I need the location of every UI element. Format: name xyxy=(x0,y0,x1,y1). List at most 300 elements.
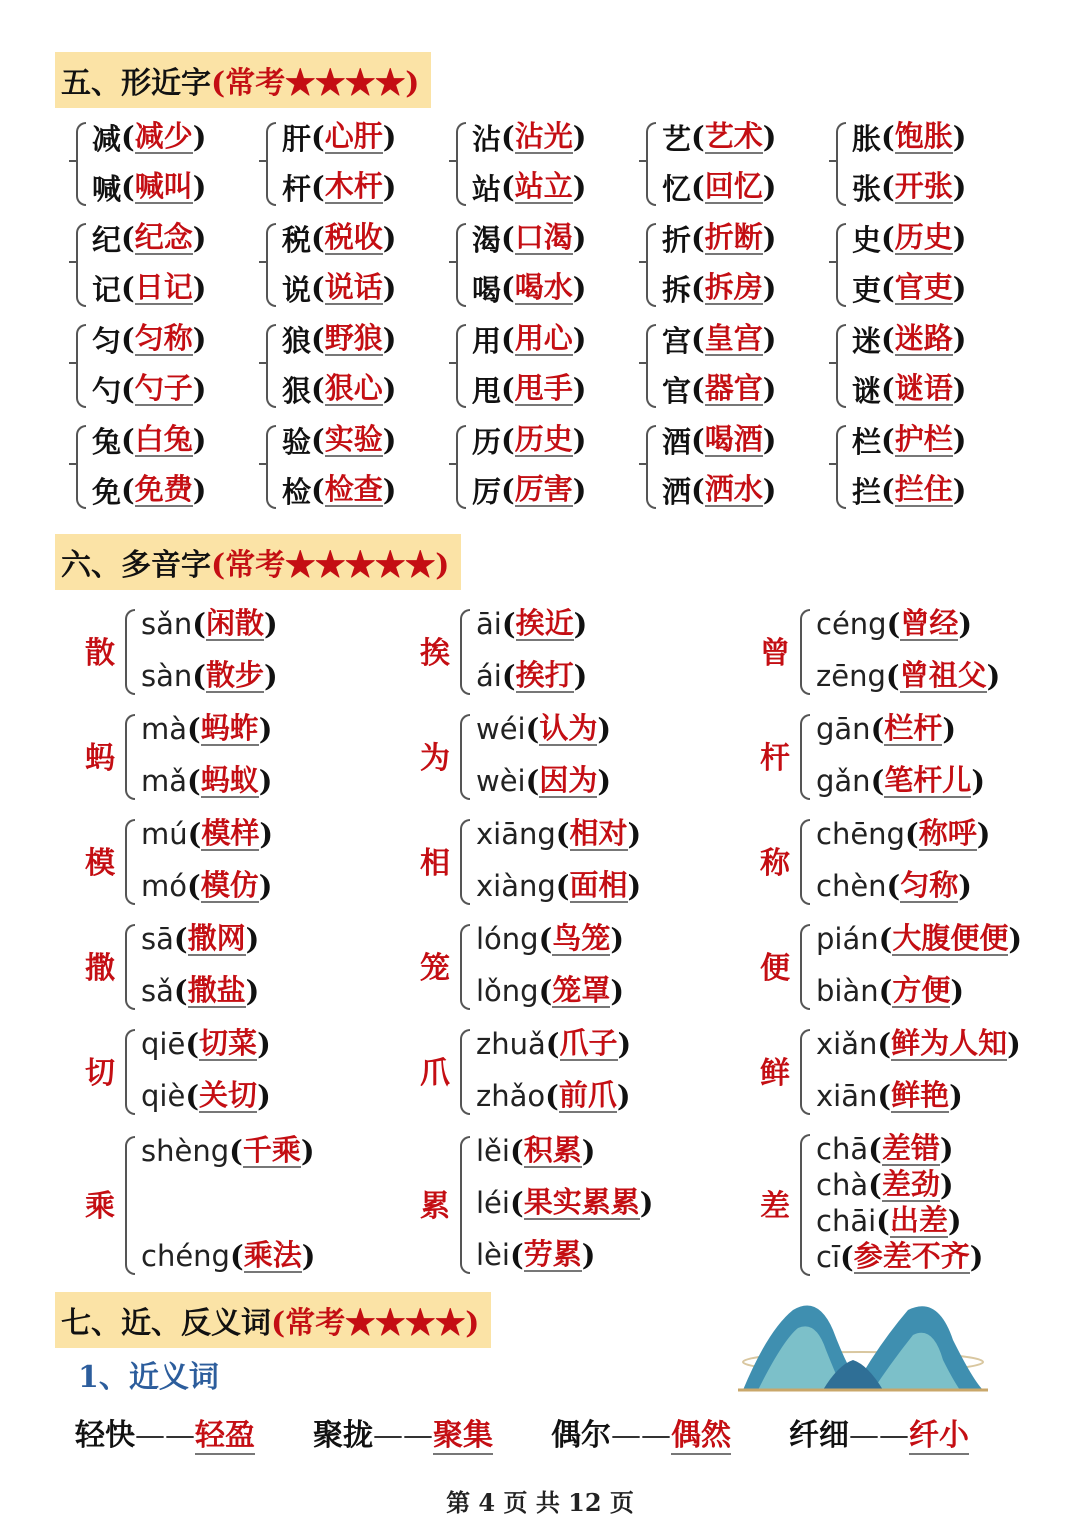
similar-char: 栏 xyxy=(852,424,882,459)
polyphone-readings xyxy=(816,1018,1021,1122)
similar-word: 喝水 xyxy=(514,270,573,304)
similar-word: 税收 xyxy=(324,220,383,254)
similar-line xyxy=(92,364,260,414)
paren-open: ( xyxy=(121,120,135,154)
similar-pair xyxy=(450,314,640,415)
reading-word: 称呼 xyxy=(918,815,977,850)
paren-open: ( xyxy=(691,322,705,356)
paren-open: ( xyxy=(501,170,515,204)
similar-line xyxy=(852,213,1020,263)
brace-icon xyxy=(125,819,135,905)
similar-char: 记 xyxy=(92,272,122,307)
similar-line xyxy=(282,465,450,515)
paren-close: ) xyxy=(572,372,587,406)
reading-line xyxy=(816,650,1000,702)
polyphone-readings xyxy=(816,598,1000,702)
similar-char: 检 xyxy=(282,474,312,509)
paren-open: ( xyxy=(501,372,515,406)
pinyin: qiè xyxy=(141,1078,186,1113)
similar-word: 迷路 xyxy=(894,321,953,355)
paren-close: ) xyxy=(942,711,957,746)
paren-close: ) xyxy=(950,973,965,1008)
reading-line xyxy=(476,1229,653,1281)
similar-word: 拆房 xyxy=(704,270,763,304)
reading-line xyxy=(141,703,273,755)
similar-line xyxy=(662,415,830,465)
similar-word: 回忆 xyxy=(704,169,763,203)
reading-line xyxy=(816,598,1000,650)
polyphone-readings xyxy=(141,913,259,1017)
reading-line xyxy=(476,650,587,702)
reading-word: 闲散 xyxy=(206,605,265,640)
paren-open: ( xyxy=(121,271,135,305)
polyphone-item xyxy=(750,702,1055,807)
pinyin: chéng xyxy=(141,1238,230,1273)
similar-line xyxy=(472,263,640,313)
paren-open: ( xyxy=(173,973,188,1008)
polyphone-readings xyxy=(476,1018,631,1122)
brace-icon xyxy=(800,924,810,1010)
similar-char: 官 xyxy=(662,373,692,408)
polyphone-readings xyxy=(816,1131,984,1275)
paren-close: ) xyxy=(382,221,397,255)
similar-word: 检查 xyxy=(324,472,383,506)
pinyin: mú xyxy=(141,816,188,851)
paren-open: ( xyxy=(538,973,553,1008)
pinyin: cī xyxy=(816,1240,841,1274)
section-five-banner xyxy=(55,52,431,108)
paren-open: ( xyxy=(881,473,895,507)
pinyin: āi xyxy=(476,606,502,641)
paren-open: ( xyxy=(121,423,135,457)
paren-close: ) xyxy=(382,322,397,356)
reading-line xyxy=(141,598,278,650)
brace-icon xyxy=(456,425,466,509)
paren-open: ( xyxy=(187,868,201,903)
paren-open: ( xyxy=(501,322,515,356)
paren-close: ) xyxy=(762,221,777,255)
synonym-item xyxy=(75,1410,313,1454)
paren-open: ( xyxy=(881,372,895,406)
similar-line xyxy=(472,364,640,414)
similar-line xyxy=(662,112,830,162)
brace-icon xyxy=(266,324,276,408)
reading-line xyxy=(141,755,273,807)
reading-line xyxy=(476,860,641,912)
brace-icon xyxy=(456,324,466,408)
polyphone-char: 差 xyxy=(760,1189,790,1224)
pinyin: léi xyxy=(476,1186,510,1220)
paren-open: ( xyxy=(121,221,135,255)
similar-line xyxy=(92,213,260,263)
polyphone-char: 便 xyxy=(760,950,790,986)
similar-line xyxy=(852,415,1020,465)
similar-char: 喝 xyxy=(472,272,502,307)
similar-line xyxy=(92,112,260,162)
pinyin: sàn xyxy=(141,658,193,693)
paren-open: ( xyxy=(525,763,540,798)
similar-char: 用 xyxy=(472,323,502,358)
similar-pair xyxy=(640,415,830,516)
paren-close: ) xyxy=(610,921,625,956)
similar-pair xyxy=(70,314,260,415)
similar-pair xyxy=(830,213,1020,314)
paren-close: ) xyxy=(952,170,967,204)
similar-line xyxy=(662,314,830,364)
brace-icon xyxy=(125,1029,135,1115)
pinyin: biàn xyxy=(816,973,879,1008)
paren-close: ) xyxy=(639,1186,654,1220)
paren-close: ) xyxy=(192,271,207,305)
similar-word: 艺术 xyxy=(704,119,763,153)
reading-line xyxy=(141,965,259,1017)
paren-open: ( xyxy=(881,322,895,356)
paren-close: ) xyxy=(301,1238,316,1273)
reading-word: 相对 xyxy=(569,815,628,850)
reading-word: 认为 xyxy=(539,710,598,745)
similar-char: 杆 xyxy=(282,171,312,206)
paren-open: ( xyxy=(545,1078,559,1113)
brace-icon xyxy=(836,425,846,509)
pinyin: ái xyxy=(476,658,502,693)
paren-open: ( xyxy=(878,973,893,1008)
section-seven-tag: (常考★★★★) xyxy=(271,1306,480,1341)
reading-word: 鲜艳 xyxy=(891,1077,950,1112)
reading-line xyxy=(141,808,273,860)
similar-pair xyxy=(640,112,830,213)
paren-open: ( xyxy=(881,271,895,305)
paren-open: ( xyxy=(311,271,325,305)
brace-icon xyxy=(646,122,656,206)
similar-line xyxy=(282,263,450,313)
paren-open: ( xyxy=(229,1133,243,1168)
paren-close: ) xyxy=(572,120,587,154)
polyphone-readings xyxy=(141,808,273,912)
paren-close: ) xyxy=(627,868,642,903)
similar-word: 历史 xyxy=(514,422,573,456)
paren-open: ( xyxy=(868,1168,882,1202)
paren-close: ) xyxy=(382,473,397,507)
similar-char: 宫 xyxy=(662,323,692,358)
polyphone-char: 散 xyxy=(85,635,115,671)
paren-open: ( xyxy=(691,473,705,507)
paren-open: ( xyxy=(525,711,540,746)
similar-word: 折断 xyxy=(704,220,763,254)
similar-line xyxy=(662,162,830,212)
reading-word: 积累 xyxy=(523,1133,582,1167)
pinyin: céng xyxy=(816,606,887,641)
paren-close: ) xyxy=(192,423,207,457)
paren-close: ) xyxy=(762,322,777,356)
similar-pair xyxy=(70,213,260,314)
polyphone-item xyxy=(410,1122,750,1284)
reading-word: 撒网 xyxy=(187,920,246,955)
pinyin: mǎ xyxy=(141,763,188,798)
paren-close: ) xyxy=(258,711,273,746)
polyphone-char: 杆 xyxy=(760,740,790,776)
polyphone-grid xyxy=(75,597,1055,1284)
reading-line xyxy=(476,703,611,755)
reading-line xyxy=(476,1070,631,1122)
reading-word: 方便 xyxy=(892,972,951,1007)
paren-close: ) xyxy=(762,120,777,154)
similar-word: 喊叫 xyxy=(134,169,193,203)
reading-word: 千乘 xyxy=(242,1132,301,1167)
polyphone-item xyxy=(410,597,750,702)
pinyin: zhuǎ xyxy=(476,1026,546,1061)
pinyin: gān xyxy=(816,711,871,746)
similar-char: 甩 xyxy=(472,373,502,408)
pinyin: lèi xyxy=(476,1238,510,1272)
polyphone-char: 爪 xyxy=(420,1055,450,1091)
similar-word: 日记 xyxy=(134,270,193,304)
similar-word: 狠心 xyxy=(324,371,383,405)
similar-char: 历 xyxy=(472,424,502,459)
brace-icon xyxy=(125,609,135,695)
paren-close: ) xyxy=(192,372,207,406)
similar-pair xyxy=(830,112,1020,213)
similar-char: 狠 xyxy=(282,373,312,408)
brace-icon xyxy=(76,122,86,206)
reading-word: 挨打 xyxy=(515,657,574,692)
pinyin: wèi xyxy=(476,763,526,798)
similar-word: 开张 xyxy=(894,169,953,203)
paren-open: ( xyxy=(538,921,553,956)
pinyin: sǎ xyxy=(141,973,174,1008)
paren-close: ) xyxy=(986,658,1001,693)
similar-char: 迷 xyxy=(852,323,882,358)
paren-open: ( xyxy=(868,1132,882,1166)
similar-char: 厉 xyxy=(472,474,502,509)
pinyin: xiān xyxy=(816,1078,878,1113)
reading-word: 切菜 xyxy=(199,1025,258,1060)
similar-char: 税 xyxy=(282,222,312,257)
similar-char: 洒 xyxy=(662,474,692,509)
polyphone-char: 曾 xyxy=(760,635,790,671)
paren-open: ( xyxy=(121,372,135,406)
synonym-word: 偶尔 xyxy=(551,1418,611,1453)
reading-line xyxy=(816,965,1022,1017)
brace-icon xyxy=(460,1136,470,1274)
polyphone-readings xyxy=(476,703,611,807)
paren-close: ) xyxy=(958,868,973,903)
similar-word: 谜语 xyxy=(894,371,953,405)
paren-close: ) xyxy=(192,322,207,356)
reading-line xyxy=(816,1167,984,1203)
polyphone-readings xyxy=(476,598,587,702)
reading-word: 栏杆 xyxy=(884,710,943,745)
paren-open: ( xyxy=(311,423,325,457)
paren-open: ( xyxy=(870,763,885,798)
paren-open: ( xyxy=(185,1078,200,1113)
paren-close: ) xyxy=(572,170,587,204)
paren-close: ) xyxy=(947,1204,962,1238)
similar-line xyxy=(282,213,450,263)
reading-line xyxy=(476,1125,653,1177)
similar-line xyxy=(472,213,640,263)
pinyin: chā xyxy=(816,1132,869,1166)
brace-icon xyxy=(460,609,470,695)
paren-open: ( xyxy=(173,921,188,956)
pinyin: chèn xyxy=(816,868,887,903)
synonym-word: 聚拢 xyxy=(313,1418,373,1453)
similar-line xyxy=(472,314,640,364)
reading-line xyxy=(816,860,990,912)
similar-char: 兔 xyxy=(92,424,122,459)
paren-open: ( xyxy=(121,473,135,507)
similar-line xyxy=(852,314,1020,364)
synonym-answer: 轻盈 xyxy=(195,1418,255,1453)
paren-open: ( xyxy=(691,372,705,406)
similar-word: 护栏 xyxy=(894,422,953,456)
brace-icon xyxy=(800,1029,810,1115)
reading-line xyxy=(141,1018,271,1070)
similar-line xyxy=(282,415,450,465)
reading-word: 大腹便便 xyxy=(892,920,1009,955)
polyphone-char: 撒 xyxy=(85,950,115,986)
brace-icon xyxy=(460,1029,470,1115)
similar-word: 厉害 xyxy=(514,472,573,506)
paren-close: ) xyxy=(958,606,973,641)
paren-close: ) xyxy=(1008,921,1023,956)
paren-open: ( xyxy=(877,1026,892,1061)
similar-word: 拦住 xyxy=(894,472,953,506)
pinyin: chēng xyxy=(816,816,905,851)
reading-word: 差错 xyxy=(881,1131,940,1165)
paren-close: ) xyxy=(1007,1026,1021,1061)
reading-word: 鲜为人知 xyxy=(891,1025,1008,1060)
reading-line xyxy=(816,703,985,755)
reading-word: 匀称 xyxy=(900,867,959,902)
polyphone-char: 蚂 xyxy=(85,740,115,776)
similar-line xyxy=(92,314,260,364)
paren-open: ( xyxy=(691,170,705,204)
pinyin: xiāng xyxy=(476,816,556,851)
pinyin: mó xyxy=(141,868,187,903)
similar-line xyxy=(282,314,450,364)
paren-close: ) xyxy=(572,221,587,255)
similar-pair xyxy=(830,415,1020,516)
paren-close: ) xyxy=(610,973,625,1008)
similar-word: 用心 xyxy=(514,321,573,355)
similar-char: 免 xyxy=(92,474,122,509)
brace-icon xyxy=(646,324,656,408)
reading-word: 面相 xyxy=(569,867,628,902)
brace-icon xyxy=(646,425,656,509)
similar-line xyxy=(282,364,450,414)
polyphone-item xyxy=(750,807,1055,912)
similar-char: 匀 xyxy=(92,323,122,358)
similar-pair xyxy=(830,314,1020,415)
reading-line xyxy=(816,1131,984,1167)
paren-open: ( xyxy=(311,221,325,255)
paren-open: ( xyxy=(501,423,515,457)
reading-line xyxy=(141,860,273,912)
paren-close: ) xyxy=(949,1078,963,1113)
similar-char: 肝 xyxy=(282,121,312,156)
similar-word: 心肝 xyxy=(324,119,383,153)
reading-line xyxy=(476,755,611,807)
reading-word: 笼罩 xyxy=(552,972,611,1007)
polyphone-item xyxy=(750,912,1055,1017)
paren-close: ) xyxy=(258,868,273,903)
similar-pair xyxy=(450,112,640,213)
paren-close: ) xyxy=(952,271,967,305)
pinyin: zhǎo xyxy=(476,1078,546,1113)
similar-pair xyxy=(640,213,830,314)
similar-line xyxy=(472,415,640,465)
paren-close: ) xyxy=(952,322,967,356)
brace-icon xyxy=(800,1134,810,1276)
similar-word: 野狼 xyxy=(324,321,383,355)
paren-close: ) xyxy=(382,423,397,457)
polyphone-char: 为 xyxy=(420,740,450,776)
similar-char: 艺 xyxy=(662,121,692,156)
paren-close: ) xyxy=(952,473,967,507)
paren-open: ( xyxy=(877,1078,892,1113)
paren-open: ( xyxy=(904,816,919,851)
paren-close: ) xyxy=(382,120,397,154)
brace-icon xyxy=(800,714,810,800)
section-five-title: 五、形近字 xyxy=(61,66,211,101)
paren-open: ( xyxy=(121,170,135,204)
pinyin: lóng xyxy=(476,921,539,956)
paren-close: ) xyxy=(259,816,274,851)
similar-char: 张 xyxy=(852,171,882,206)
similar-line xyxy=(662,213,830,263)
reading-word: 散步 xyxy=(206,657,265,692)
paren-open: ( xyxy=(501,473,515,507)
polyphone-item xyxy=(750,597,1055,702)
similar-word: 官吏 xyxy=(894,270,953,304)
reading-line xyxy=(816,1203,984,1239)
similar-char: 谜 xyxy=(852,373,882,408)
brace-icon xyxy=(76,425,86,509)
brace-icon xyxy=(646,223,656,307)
dash: —— xyxy=(849,1418,909,1453)
similar-line xyxy=(282,112,450,162)
paren-close: ) xyxy=(245,973,260,1008)
brace-icon xyxy=(836,122,846,206)
paren-open: ( xyxy=(187,763,201,798)
synonym-answer: 纤小 xyxy=(909,1418,969,1453)
pinyin: mà xyxy=(141,711,188,746)
paren-close: ) xyxy=(939,1168,954,1202)
similar-word: 饱胀 xyxy=(894,119,953,153)
polyphone-char: 笼 xyxy=(420,950,450,986)
paren-close: ) xyxy=(382,170,397,204)
synonym-word: 纤细 xyxy=(789,1418,849,1453)
reading-line xyxy=(816,1018,1021,1070)
reading-line xyxy=(141,913,259,965)
similar-word: 皇宫 xyxy=(704,321,763,355)
pinyin: sǎn xyxy=(141,606,193,641)
pinyin: zēng xyxy=(816,658,886,693)
paren-open: ( xyxy=(840,1240,854,1274)
paren-open: ( xyxy=(691,120,705,154)
paren-close: ) xyxy=(762,271,777,305)
polyphone-char: 累 xyxy=(420,1189,450,1224)
similar-word: 免费 xyxy=(134,472,193,506)
paren-close: ) xyxy=(762,372,777,406)
paren-open: ( xyxy=(311,372,325,406)
reading-word: 爪子 xyxy=(559,1025,618,1060)
pinyin: xiǎn xyxy=(816,1026,878,1061)
similar-line xyxy=(472,465,640,515)
reading-line xyxy=(476,598,587,650)
synonym-subtitle: 1、近义词 xyxy=(78,1360,219,1395)
polyphone-readings xyxy=(141,703,273,807)
